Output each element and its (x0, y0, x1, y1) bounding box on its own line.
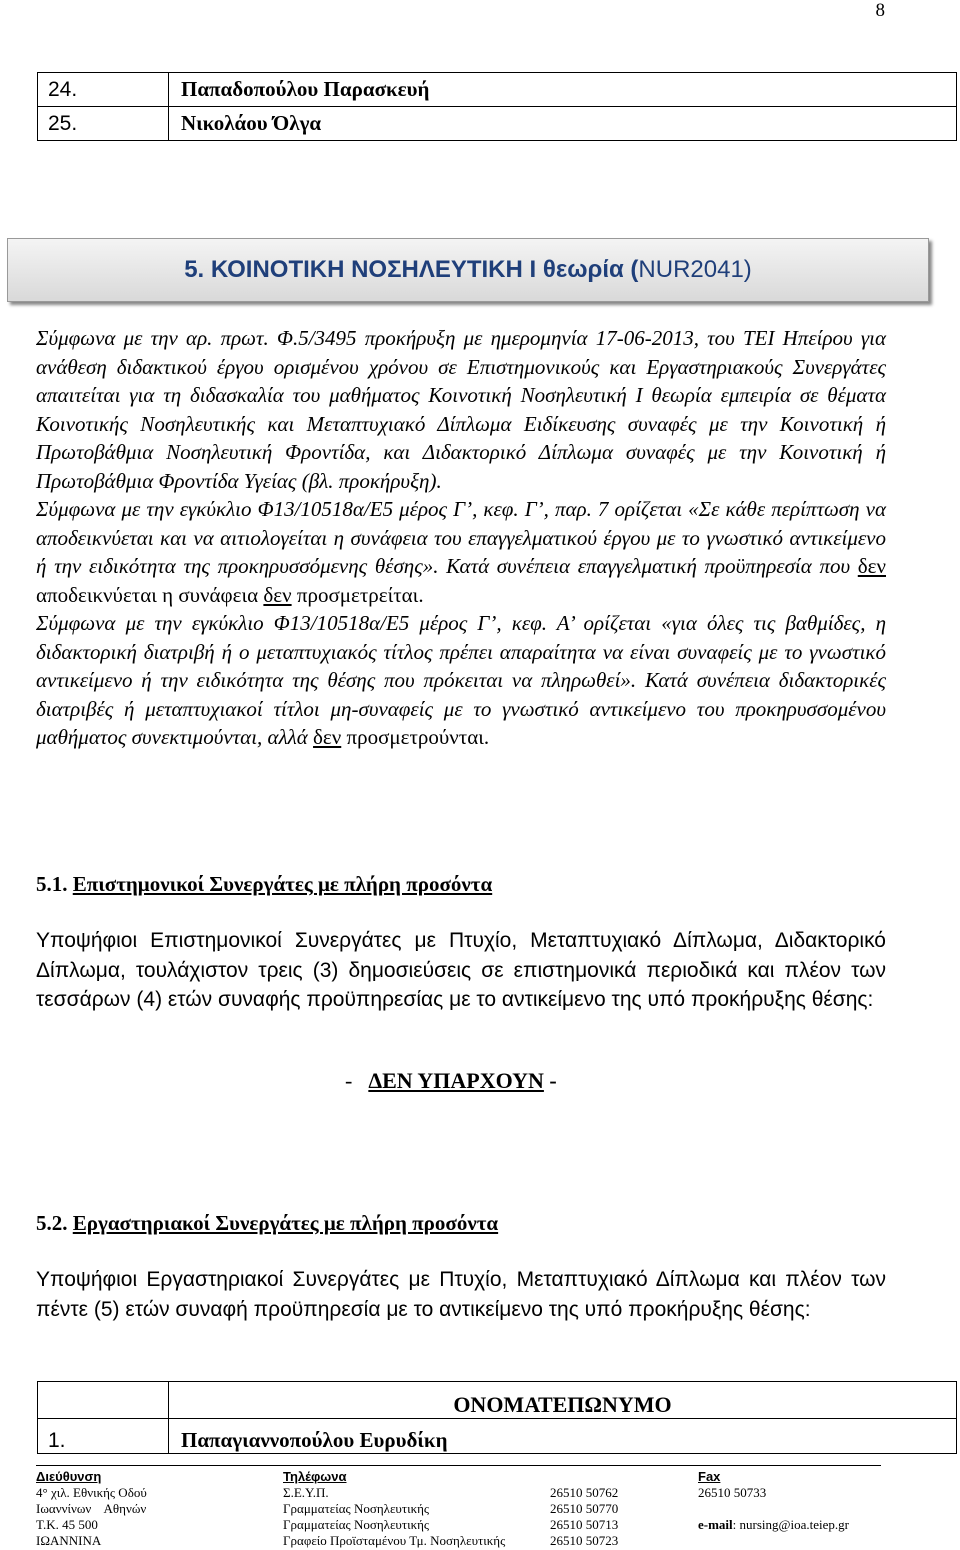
dash-right: - (549, 1068, 557, 1093)
row-name: Παπαδοπούλου Παρασκευή (169, 73, 957, 107)
header-empty-cell (38, 1382, 169, 1419)
subheading-number: 5.1. (36, 872, 68, 896)
phones-heading: Τηλέφωνα (283, 1469, 347, 1484)
page-number: 8 (875, 0, 885, 21)
address-line: 4° χιλ. Εθνικής Οδού (36, 1485, 147, 1500)
footer-phone-labels (283, 1469, 505, 1549)
none-text: ΔΕΝ ΥΠΑΡΧΟΥΝ (368, 1068, 544, 1093)
phone-number: 26510 50770 (550, 1501, 619, 1516)
paragraph-5-2: Υποψήφιοι Εργαστηριακοί Συνεργάτες με Πτυχίο, Μεταπτυχιακό Δίπλωμα και πλέον των πέντε (5) ετών συναφή προϋπηρεσία με το αντικείμενο της υπό προκήρυξης θέσης: (36, 1268, 886, 1321)
row-number: 24. (38, 73, 169, 107)
names-table-bottom (37, 1381, 957, 1454)
phone-number: 26510 50762 (550, 1485, 619, 1500)
phone-number: 26510 50723 (550, 1533, 619, 1548)
footer-address (36, 1469, 147, 1549)
email-line (698, 1517, 849, 1533)
table-row (38, 73, 957, 107)
footer-fax (698, 1469, 849, 1533)
section-title-text: 5. ΚΟΙΝΟΤΙΚΗ ΝΟΣΗΛΕΥΤΙΚΗ Ι θεωρία ( (184, 256, 639, 283)
row-name: Παπαγιαννοπούλου Ευρυδίκη (169, 1419, 957, 1454)
email-address[interactable]: : nursing@ioa.teiep.gr (732, 1517, 849, 1532)
subheading-5-1 (36, 872, 492, 897)
table-row (38, 1419, 957, 1454)
fax-heading: Fax (698, 1469, 721, 1484)
section-title (184, 256, 752, 284)
table-row (38, 107, 957, 141)
names-table-top (37, 72, 957, 141)
subheading-number: 5.2. (36, 1211, 68, 1235)
none-notice (345, 1068, 557, 1094)
row-number: 1. (38, 1419, 169, 1454)
table-header-row (38, 1382, 957, 1419)
paragraph-2 (36, 495, 886, 609)
underlined-word: δεν (313, 725, 342, 749)
row-name: Νικολάου Όλγα (169, 107, 957, 141)
phone-label: Γραμματείας Νοσηλευτικής (283, 1501, 430, 1516)
address-line: Ιωαννίνων Αθηνών (36, 1501, 147, 1516)
paragraph-2-part: αποδεικνύεται η συνάφεια (36, 582, 264, 607)
section-code: NUR2041) (638, 256, 752, 283)
requirements-text (36, 324, 886, 752)
paragraph-3 (36, 609, 886, 752)
dash-left: - (345, 1068, 353, 1093)
phone-label: Γραμματείας Νοσηλευτικής (283, 1517, 430, 1532)
paragraph-5-1: Υποψήφιοι Επιστημονικοί Συνεργάτες με Πτυχίο, Μεταπτυχιακό Δίπλωμα, Διδακτορικό Δίπλωμα, τουλάχιστον τρεις (3) δημοσιεύσεις σε επιστημονικά περιοδικά και πλέον των τεσσάρων (4) ετών συναφής προϋπηρεσίας με το αντικείμενο της υπό προκήρυξης θέσης: (36, 929, 886, 1011)
paragraph-1: Σύμφωνα με την αρ. πρωτ. Φ.5/3495 προκήρυξη με ημερομηνία 17-06-2013, του ΤΕΙ Ηπείρου για ανάθεση διδακτικού έργου ορισμένου χρόνου σε Επιστημονικούς και Εργαστηριακούς Συνεργάτες απαιτείται για τη διδασκαλία του μαθήματος Κοινοτική Νοσηλευτική Ι θεωρία εμπειρία σε θέματα Κοινοτικής Νοσηλευτικής και Μεταπτυχιακό Δίπλωμα Ειδίκευσης συναφές με την Κοινοτική ή Πρωτοβάθμια Νοσηλευτική Φροντίδα, και Διδακτορικό Δίπλωμα συναφές με την Κοινοτική ή Πρωτοβάθμια Φροντίδα Υγείας (βλ. προκήρυξη). (36, 326, 886, 493)
phone-label: Σ.Ε.Υ.Π. (283, 1485, 329, 1500)
email-label: e-mail (698, 1517, 733, 1532)
fax-number: 26510 50733 (698, 1485, 767, 1500)
subheading-title: Επιστημονικοί Συνεργάτες με πλήρη προσόντα (72, 872, 493, 896)
underlined-word: δεν (857, 554, 886, 578)
footer-phone-numbers (550, 1469, 618, 1549)
footer-divider (36, 1465, 881, 1466)
subheading-title: Εργαστηριακοί Συνεργάτες με πλήρη προσόντα (72, 1211, 499, 1235)
paragraph-3-part: προσμετρούνται. (341, 725, 490, 749)
address-line: ΙΩΑΝΝΙΝΑ (36, 1533, 102, 1548)
row-number: 25. (38, 107, 169, 141)
phone-number: 26510 50713 (550, 1517, 619, 1532)
section-heading (7, 238, 929, 302)
paragraph-3-part: Σύμφωνα με την εγκύκλιο Φ13/10518α/Ε5 μέρος Γ’, κεφ. Α’ ορίζεται «για όλες τις βαθμίδες, η διδακτορική διατριβή ή ο μεταπτυχιακός τίτλος πρέπει απαραίτητα να είναι συναφείς με το γνωστικό αντικείμενο ή την ειδικότητα της θέσης που πρόκειται να πληρωθεί». Κατά συνέπεια διδακτορικές διατριβές ή μεταπτυχιακοί τίτλοι μη-συναφείς με το γνωστικό αντικείμενο του προκηρυσσομένου μαθήματος συνεκτιμούνται, αλλά (36, 611, 886, 749)
table-header: ΟΝΟΜΑΤΕΠΩΝΥΜΟ (169, 1382, 957, 1419)
subheading-5-2 (36, 1211, 498, 1236)
address-heading: Διεύθυνση (36, 1469, 102, 1484)
underlined-word: δεν (263, 582, 292, 607)
address-line: Τ.Κ. 45 500 (36, 1517, 98, 1532)
phone-label: Γραφείο Προϊσταμένου Τμ. Νοσηλευτικής (283, 1533, 506, 1548)
paragraph-2-part: προσμετρείται. (291, 582, 424, 607)
paragraph-2-part: Σύμφωνα με την εγκύκλιο Φ13/10518α/Ε5 μέρος Γ’, κεφ. Γ’, παρ. 7 ορίζεται «Σε κάθε περίπτωση να αποδεικνύεται και να αιτιολογείται η συνάφεια του επαγγελματικού έργου με το γνωστικό αντικείμενο ή την ειδικότητα της προκηρυσσόμενης θέσης». Κατά συνέπεια επαγγελματική προϋπηρεσία που (36, 497, 886, 578)
